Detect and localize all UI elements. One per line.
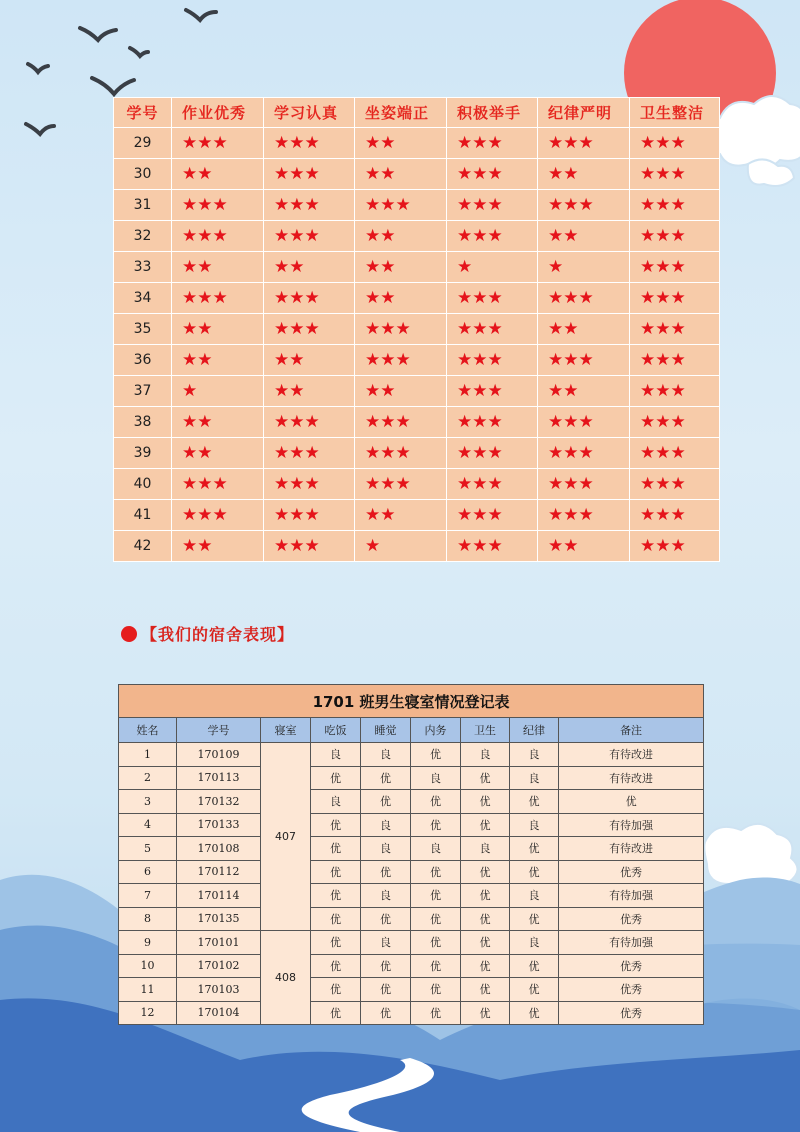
star-rating-cell: ★★★ xyxy=(630,345,720,376)
star-rating-cell: ★★★ xyxy=(447,438,538,469)
star-rating-cell: ★★ xyxy=(172,252,264,283)
hygiene-cell: 良 xyxy=(461,837,510,861)
table-row xyxy=(119,1001,704,1025)
sleeping-cell: 优 xyxy=(361,860,411,884)
hygiene-cell: 优 xyxy=(461,907,510,931)
table-row xyxy=(114,159,720,190)
star-rating-cell: ★ xyxy=(538,252,630,283)
housekeeping-cell: 优 xyxy=(411,884,461,908)
remark-cell: 有待加强 xyxy=(559,884,704,908)
dorm-table-title: 1701 班男生寝室情况登记表 xyxy=(119,685,704,718)
name-cell: 1 xyxy=(119,743,177,767)
student-number-cell: 170104 xyxy=(177,1001,261,1025)
star-rating-cell: ★★★ xyxy=(264,407,355,438)
red-dot-icon xyxy=(121,626,137,642)
header-cell: 作业优秀 xyxy=(172,98,264,128)
room-cell: 408 xyxy=(261,931,311,1025)
score-table xyxy=(113,97,720,562)
header-cell: 纪律 xyxy=(510,718,559,743)
star-rating-cell: ★★ xyxy=(172,407,264,438)
sleeping-cell: 优 xyxy=(361,1001,411,1025)
student-id-cell: 40 xyxy=(114,469,172,500)
student-id-cell: 31 xyxy=(114,190,172,221)
eating-cell: 优 xyxy=(311,931,361,955)
table-row xyxy=(114,252,720,283)
header-cell: 寝室 xyxy=(261,718,311,743)
header-cell: 纪律严明 xyxy=(538,98,630,128)
name-cell: 6 xyxy=(119,860,177,884)
star-rating-cell: ★★ xyxy=(538,221,630,252)
star-rating-cell: ★★★ xyxy=(538,407,630,438)
star-rating-cell: ★★★ xyxy=(447,500,538,531)
star-rating-cell: ★★★ xyxy=(264,469,355,500)
discipline-cell: 优 xyxy=(510,837,559,861)
housekeeping-cell: 优 xyxy=(411,907,461,931)
header-cell: 学习认真 xyxy=(264,98,355,128)
section-heading xyxy=(121,622,294,645)
table-row xyxy=(114,283,720,314)
table-row xyxy=(114,438,720,469)
student-id-cell: 42 xyxy=(114,531,172,562)
eating-cell: 优 xyxy=(311,954,361,978)
star-rating-cell: ★★★ xyxy=(172,469,264,500)
sleeping-cell: 良 xyxy=(361,813,411,837)
section-title: 【我们的宿舍表现】 xyxy=(141,625,295,644)
score-table-header xyxy=(114,98,720,128)
star-rating-cell: ★★★ xyxy=(630,283,720,314)
star-rating-cell: ★★★ xyxy=(538,500,630,531)
star-rating-cell: ★★ xyxy=(355,500,447,531)
name-cell: 12 xyxy=(119,1001,177,1025)
hygiene-cell: 良 xyxy=(461,743,510,767)
star-rating-cell: ★★★ xyxy=(630,469,720,500)
dorm-table xyxy=(118,684,704,1025)
housekeeping-cell: 优 xyxy=(411,978,461,1002)
discipline-cell: 良 xyxy=(510,743,559,767)
star-rating-cell: ★★★ xyxy=(447,283,538,314)
eating-cell: 优 xyxy=(311,860,361,884)
student-number-cell: 170103 xyxy=(177,978,261,1002)
star-rating-cell: ★★★ xyxy=(355,314,447,345)
table-row xyxy=(119,743,704,767)
star-rating-cell: ★★★ xyxy=(355,407,447,438)
header-cell: 坐姿端正 xyxy=(355,98,447,128)
star-rating-cell: ★★★ xyxy=(630,190,720,221)
star-rating-cell: ★★★ xyxy=(172,500,264,531)
star-rating-cell: ★★★ xyxy=(447,376,538,407)
star-rating-cell: ★★★ xyxy=(630,407,720,438)
star-rating-cell: ★★★ xyxy=(538,283,630,314)
star-rating-cell: ★★ xyxy=(172,531,264,562)
star-rating-cell: ★★★ xyxy=(630,159,720,190)
name-cell: 3 xyxy=(119,790,177,814)
discipline-cell: 优 xyxy=(510,860,559,884)
housekeeping-cell: 优 xyxy=(411,954,461,978)
hygiene-cell: 优 xyxy=(461,766,510,790)
student-number-cell: 170101 xyxy=(177,931,261,955)
housekeeping-cell: 优 xyxy=(411,743,461,767)
header-cell: 卫生 xyxy=(461,718,510,743)
star-rating-cell: ★★★ xyxy=(630,252,720,283)
header-cell: 内务 xyxy=(411,718,461,743)
table-row xyxy=(119,907,704,931)
star-rating-cell: ★ xyxy=(355,531,447,562)
student-number-cell: 170108 xyxy=(177,837,261,861)
star-rating-cell: ★★★ xyxy=(447,159,538,190)
star-rating-cell: ★★★ xyxy=(630,376,720,407)
hygiene-cell: 优 xyxy=(461,1001,510,1025)
name-cell: 2 xyxy=(119,766,177,790)
star-rating-cell: ★★★ xyxy=(538,128,630,159)
star-rating-cell: ★★★ xyxy=(447,128,538,159)
sleeping-cell: 良 xyxy=(361,837,411,861)
remark-cell: 优秀 xyxy=(559,860,704,884)
table-row xyxy=(114,531,720,562)
table-row xyxy=(114,345,720,376)
hygiene-cell: 优 xyxy=(461,884,510,908)
star-rating-cell: ★★ xyxy=(538,314,630,345)
star-rating-cell: ★★★ xyxy=(447,190,538,221)
remark-cell: 优秀 xyxy=(559,954,704,978)
star-rating-cell: ★★★ xyxy=(447,314,538,345)
star-rating-cell: ★★ xyxy=(538,376,630,407)
star-rating-cell: ★★ xyxy=(172,314,264,345)
discipline-cell: 良 xyxy=(510,884,559,908)
star-rating-cell: ★★★ xyxy=(630,531,720,562)
star-rating-cell: ★★ xyxy=(264,376,355,407)
table-row xyxy=(119,954,704,978)
star-rating-cell: ★★★ xyxy=(264,500,355,531)
star-rating-cell: ★★★ xyxy=(630,500,720,531)
star-rating-cell: ★★★ xyxy=(355,469,447,500)
sleeping-cell: 优 xyxy=(361,907,411,931)
star-rating-cell: ★★★ xyxy=(264,128,355,159)
star-rating-cell: ★★★ xyxy=(264,190,355,221)
star-rating-cell: ★★★ xyxy=(447,469,538,500)
star-rating-cell: ★★★ xyxy=(264,221,355,252)
name-cell: 10 xyxy=(119,954,177,978)
name-cell: 8 xyxy=(119,907,177,931)
student-id-cell: 36 xyxy=(114,345,172,376)
star-rating-cell: ★★ xyxy=(355,252,447,283)
header-cell: 学号 xyxy=(114,98,172,128)
student-id-cell: 34 xyxy=(114,283,172,314)
discipline-cell: 优 xyxy=(510,954,559,978)
hygiene-cell: 优 xyxy=(461,931,510,955)
star-rating-cell: ★★★ xyxy=(447,407,538,438)
student-id-cell: 37 xyxy=(114,376,172,407)
housekeeping-cell: 优 xyxy=(411,813,461,837)
student-number-cell: 170133 xyxy=(177,813,261,837)
table-row xyxy=(114,128,720,159)
sleeping-cell: 优 xyxy=(361,978,411,1002)
student-id-cell: 33 xyxy=(114,252,172,283)
student-id-cell: 29 xyxy=(114,128,172,159)
name-cell: 5 xyxy=(119,837,177,861)
star-rating-cell: ★★★ xyxy=(447,531,538,562)
name-cell: 7 xyxy=(119,884,177,908)
eating-cell: 优 xyxy=(311,813,361,837)
star-rating-cell: ★★★ xyxy=(630,314,720,345)
student-number-cell: 170135 xyxy=(177,907,261,931)
table-row xyxy=(119,813,704,837)
student-number-cell: 170112 xyxy=(177,860,261,884)
star-rating-cell: ★★ xyxy=(264,345,355,376)
table-row xyxy=(119,978,704,1002)
star-rating-cell: ★★★ xyxy=(630,128,720,159)
hygiene-cell: 优 xyxy=(461,860,510,884)
eating-cell: 优 xyxy=(311,1001,361,1025)
star-rating-cell: ★★ xyxy=(538,159,630,190)
star-rating-cell: ★★ xyxy=(264,252,355,283)
student-id-cell: 38 xyxy=(114,407,172,438)
star-rating-cell: ★ xyxy=(172,376,264,407)
star-rating-cell: ★★★ xyxy=(538,438,630,469)
student-id-cell: 32 xyxy=(114,221,172,252)
table-row xyxy=(114,500,720,531)
room-cell: 407 xyxy=(261,743,311,931)
header-cell: 睡觉 xyxy=(361,718,411,743)
header-cell: 卫生整洁 xyxy=(630,98,720,128)
remark-cell: 优 xyxy=(559,790,704,814)
student-number-cell: 170114 xyxy=(177,884,261,908)
eating-cell: 优 xyxy=(311,978,361,1002)
star-rating-cell: ★★★ xyxy=(630,438,720,469)
discipline-cell: 良 xyxy=(510,766,559,790)
sleeping-cell: 优 xyxy=(361,954,411,978)
star-rating-cell: ★★ xyxy=(172,438,264,469)
sleeping-cell: 优 xyxy=(361,790,411,814)
student-id-cell: 30 xyxy=(114,159,172,190)
star-rating-cell: ★★★ xyxy=(264,314,355,345)
dorm-table-header xyxy=(119,718,704,743)
header-cell: 积极举手 xyxy=(447,98,538,128)
table-row xyxy=(114,190,720,221)
star-rating-cell: ★★ xyxy=(355,159,447,190)
remark-cell: 有待改进 xyxy=(559,743,704,767)
housekeeping-cell: 优 xyxy=(411,931,461,955)
student-number-cell: 170102 xyxy=(177,954,261,978)
remark-cell: 有待改进 xyxy=(559,837,704,861)
star-rating-cell: ★★★ xyxy=(355,438,447,469)
eating-cell: 优 xyxy=(311,766,361,790)
housekeeping-cell: 良 xyxy=(411,837,461,861)
star-rating-cell: ★★★ xyxy=(538,190,630,221)
student-number-cell: 170109 xyxy=(177,743,261,767)
remark-cell: 有待改进 xyxy=(559,766,704,790)
table-row xyxy=(114,469,720,500)
star-rating-cell: ★★★ xyxy=(355,345,447,376)
hygiene-cell: 优 xyxy=(461,790,510,814)
header-cell: 备注 xyxy=(559,718,704,743)
eating-cell: 优 xyxy=(311,907,361,931)
star-rating-cell: ★★ xyxy=(172,159,264,190)
remark-cell: 优秀 xyxy=(559,907,704,931)
star-rating-cell: ★★ xyxy=(355,283,447,314)
discipline-cell: 良 xyxy=(510,931,559,955)
discipline-cell: 优 xyxy=(510,790,559,814)
hygiene-cell: 优 xyxy=(461,978,510,1002)
discipline-cell: 优 xyxy=(510,978,559,1002)
remark-cell: 优秀 xyxy=(559,978,704,1002)
sleeping-cell: 良 xyxy=(361,884,411,908)
eating-cell: 良 xyxy=(311,790,361,814)
table-row xyxy=(114,221,720,252)
name-cell: 9 xyxy=(119,931,177,955)
star-rating-cell: ★★ xyxy=(172,345,264,376)
star-rating-cell: ★★★ xyxy=(447,345,538,376)
star-rating-cell: ★★★ xyxy=(172,283,264,314)
student-number-cell: 170132 xyxy=(177,790,261,814)
star-rating-cell: ★★★ xyxy=(172,128,264,159)
star-rating-cell: ★★★ xyxy=(538,469,630,500)
star-rating-cell: ★★ xyxy=(355,128,447,159)
remark-cell: 有待加强 xyxy=(559,813,704,837)
header-cell: 学号 xyxy=(177,718,261,743)
discipline-cell: 优 xyxy=(510,907,559,931)
housekeeping-cell: 优 xyxy=(411,860,461,884)
table-row xyxy=(119,790,704,814)
sleeping-cell: 优 xyxy=(361,766,411,790)
star-rating-cell: ★★★ xyxy=(172,221,264,252)
star-rating-cell: ★★ xyxy=(355,221,447,252)
remark-cell: 优秀 xyxy=(559,1001,704,1025)
sleeping-cell: 良 xyxy=(361,931,411,955)
student-id-cell: 35 xyxy=(114,314,172,345)
table-row xyxy=(119,766,704,790)
housekeeping-cell: 优 xyxy=(411,790,461,814)
table-row xyxy=(119,860,704,884)
name-cell: 11 xyxy=(119,978,177,1002)
header-cell: 姓名 xyxy=(119,718,177,743)
star-rating-cell: ★★ xyxy=(355,376,447,407)
name-cell: 4 xyxy=(119,813,177,837)
star-rating-cell: ★★★ xyxy=(355,190,447,221)
discipline-cell: 良 xyxy=(510,813,559,837)
star-rating-cell: ★ xyxy=(447,252,538,283)
header-cell: 吃饭 xyxy=(311,718,361,743)
student-id-cell: 39 xyxy=(114,438,172,469)
star-rating-cell: ★★★ xyxy=(264,531,355,562)
student-id-cell: 41 xyxy=(114,500,172,531)
star-rating-cell: ★★★ xyxy=(630,221,720,252)
housekeeping-cell: 良 xyxy=(411,766,461,790)
eating-cell: 良 xyxy=(311,743,361,767)
eating-cell: 优 xyxy=(311,884,361,908)
star-rating-cell: ★★★ xyxy=(538,345,630,376)
sleeping-cell: 良 xyxy=(361,743,411,767)
star-rating-cell: ★★★ xyxy=(264,283,355,314)
hygiene-cell: 优 xyxy=(461,954,510,978)
star-rating-cell: ★★★ xyxy=(447,221,538,252)
table-row xyxy=(119,837,704,861)
table-row xyxy=(119,931,704,955)
housekeeping-cell: 优 xyxy=(411,1001,461,1025)
table-row xyxy=(114,314,720,345)
eating-cell: 优 xyxy=(311,837,361,861)
table-row xyxy=(119,884,704,908)
star-rating-cell: ★★★ xyxy=(264,438,355,469)
star-rating-cell: ★★★ xyxy=(172,190,264,221)
star-rating-cell: ★★ xyxy=(538,531,630,562)
discipline-cell: 优 xyxy=(510,1001,559,1025)
student-number-cell: 170113 xyxy=(177,766,261,790)
remark-cell: 有待加强 xyxy=(559,931,704,955)
star-rating-cell: ★★★ xyxy=(264,159,355,190)
table-row xyxy=(114,376,720,407)
table-row xyxy=(114,407,720,438)
hygiene-cell: 优 xyxy=(461,813,510,837)
